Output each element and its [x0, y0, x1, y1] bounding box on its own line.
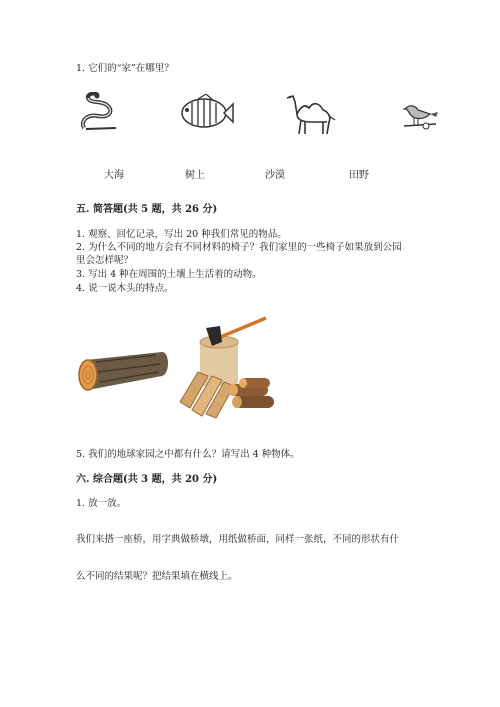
camel-icon: [283, 90, 341, 136]
place-label-field: 田野: [349, 170, 369, 181]
section5-item: 3. 写出 4 种在周围的土壤上生活着的动物。: [76, 269, 262, 280]
section6-item: 1. 放一放。: [76, 498, 127, 509]
section5-item: 2. 为什么不同的地方会有不同材料的椅子？我们家里的一些椅子如果放到公园: [76, 242, 402, 253]
section5-item: 里会怎样呢？: [76, 255, 134, 266]
place-label-sea: 大海: [104, 170, 124, 181]
question-1: 1. 它们的“家”在哪里？: [76, 63, 174, 74]
axe-firewood-image: [178, 316, 276, 420]
section6-paragraph: 我们来搭一座桥，用字典做桥墩，用纸做桥面，同样一张纸，不同的形状有什: [76, 534, 400, 545]
section5-item: 5. 我们的地球家园之中都有什么？请写出 4 种物体。: [76, 449, 300, 460]
place-label-desert: 沙漠: [265, 170, 285, 181]
section6-heading: 六. 综合题(共 3 题，共 20 分): [76, 474, 218, 485]
snake-icon: [78, 92, 126, 132]
place-label-tree: 树上: [185, 170, 205, 181]
wood-log-image: [76, 348, 172, 396]
section6-paragraph: 么不同的结果呢？把结果填在横线上。: [76, 571, 238, 582]
fish-icon: [178, 94, 234, 132]
section5-item: 1. 观察、回忆记录，写出 20 种我们常见的物品。: [76, 229, 287, 240]
bird-icon: [400, 100, 440, 130]
section5-item: 4. 说一说木头的特点。: [76, 283, 174, 294]
section5-heading: 五. 简答题(共 5 题，共 26 分): [76, 204, 218, 215]
